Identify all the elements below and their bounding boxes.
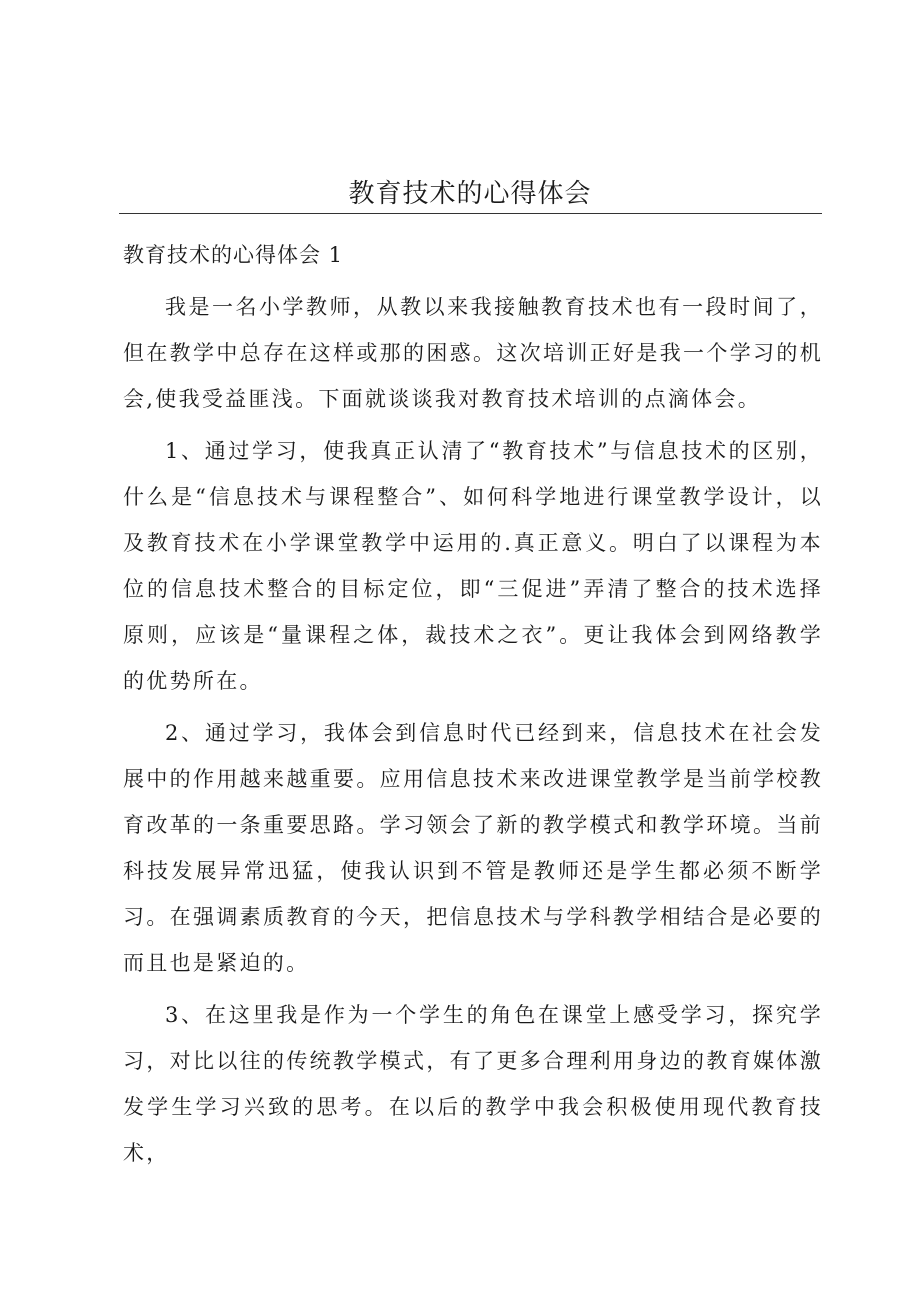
document-title: 教育技术的心得体会 xyxy=(348,179,592,209)
paragraph-point-1: 1、通过学习，使我真正认清了“教育技术”与信息技术的区别，什么是“信息技术与课程整合”、如何科学地进行课堂教学设计，以及教育技术在小学课堂教学中运用的.真正意义。明白了以课程为本位的信息技术整合的目标定位，即“三促进”弄清了整合的技术选择原则，应该是“量课程之体，裁技术之衣”。更让我体会到网络教学的优势所在。 xyxy=(123,439,823,693)
paragraph-point-2: 2、通过学习，我体会到信息时代已经到来，信息技术在社会发展中的作用越来越重要。应用信息技术来改进课堂教学是当前学校教育改革的一条重要思路。学习领会了新的教学模式和教学环境。当前科技发展异常迅猛，使我认识到不管是教师还是学生都必须不断学习。在强调素质教育的今天，把信息技术与学科教学相结合是必要的而且也是紧迫的。 xyxy=(123,721,823,975)
title-underline xyxy=(119,213,822,214)
body-text xyxy=(123,284,823,1182)
section-heading: 教育技术的心得体会 1 xyxy=(123,243,344,267)
paragraph-intro: 我是一名小学教师，从教以来我接触教育技术也有一段时间了，但在教学中总存在这样或那的困惑。这次培训正好是我一个学习的机会,使我受益匪浅。下面就谈谈我对教育技术培训的点滴体会。 xyxy=(123,295,823,411)
paragraph-point-3: 3、在这里我是作为一个学生的角色在课堂上感受学习，探究学习，对比以往的传统教学模式，有了更多合理利用身边的教育媒体激发学生学习兴致的思考。在以后的教学中我会积极使用现代教育技术， xyxy=(123,1003,823,1165)
